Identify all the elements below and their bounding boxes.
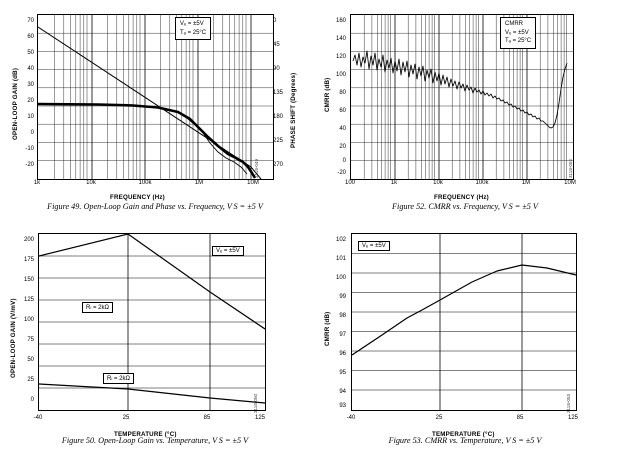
- fig49-y2tick: 270: [273, 162, 284, 168]
- fig50-ytick: 100: [23, 317, 34, 323]
- fig53-xtick: -40: [346, 415, 356, 421]
- fig50-curve-label-lower: Rₗ = 2kΩ: [103, 373, 134, 384]
- fig53-ytick: 97: [339, 332, 346, 338]
- fig50-plot: [38, 233, 266, 411]
- figure-50-caption: Figure 50. Open-Loop Gain vs. Temperature, V S = ±5 V: [61, 436, 249, 445]
- fig50-ytick: 125: [23, 297, 34, 303]
- fig52-ytick: 120: [335, 54, 346, 60]
- fig49-condition-vs: Vₑ = ±5V: [180, 21, 204, 27]
- fig53-id-code: 3118-053: [566, 393, 571, 413]
- fig53-xtick: 85: [516, 415, 524, 421]
- figure-49-panel: [0, 0, 310, 220]
- fig49-condition-ta: Tₐ = 25°C: [180, 29, 207, 36]
- fig49-ytick: -10: [25, 146, 34, 152]
- fig52-ytick: 100: [335, 72, 346, 78]
- fig53-plot: [351, 233, 577, 411]
- figure-52-caption: Figure 52. CMRR vs. Frequency, V S = ±5 V: [392, 202, 538, 211]
- fig52-ytick: 160: [335, 18, 346, 24]
- fig52-xtick: 100k: [475, 180, 489, 186]
- fig53-xtick: 25: [435, 415, 443, 421]
- fig49-y2tick: 45: [273, 42, 280, 48]
- fig50-id-code: 3118-050: [253, 393, 258, 413]
- fig50-y-axis-label: OPEN-LOOP GAIN (V/mV): [10, 298, 17, 378]
- fig52-xtick: 1k: [390, 180, 398, 186]
- figure-53-panel: [310, 228, 620, 454]
- fig52-xtick: 1M: [521, 180, 531, 186]
- fig53-ytick: 94: [339, 389, 346, 395]
- fig50-x-axis-label: TEMPERATURE (°C): [114, 431, 177, 438]
- figure-53-caption: Figure 53. CMRR vs. Temperature, V S = ±5 V: [388, 436, 542, 445]
- fig52-xtick: 100: [344, 180, 355, 186]
- fig52-condition-vs: Vₑ = ±5V: [505, 29, 529, 36]
- fig52-ytick: 40: [339, 126, 346, 132]
- fig49-xtick: 100k: [138, 180, 152, 186]
- fig50-xtick: 25: [122, 415, 130, 421]
- fig49-ytick: -20: [25, 162, 34, 168]
- fig49-y2tick: 225: [273, 138, 284, 144]
- fig53-ytick: 93: [339, 403, 346, 409]
- fig53-ytick: 95: [339, 370, 346, 376]
- fig49-ytick: 30: [27, 82, 34, 88]
- fig50-ytick: 175: [23, 257, 34, 263]
- fig50-xtick: 125: [254, 415, 265, 421]
- fig49-id-code: 3118-049: [254, 158, 259, 178]
- fig49-xtick: 1k: [33, 180, 41, 186]
- fig49-ytick: 10: [27, 114, 34, 120]
- fig52-xtick: 10M: [564, 180, 576, 186]
- fig53-y-axis-label: CMRR (dB): [324, 311, 331, 346]
- fig52-plot: [350, 14, 574, 180]
- fig52-ytick: 20: [339, 144, 346, 150]
- fig49-ytick: 40: [27, 66, 34, 72]
- fig52-y-axis-label: CMRR (dB): [324, 77, 331, 112]
- fig50-xtick: 85: [203, 415, 211, 421]
- fig52-ytick: 0: [342, 158, 346, 164]
- fig50-curve-label-upper: Rₗ = 2kΩ: [82, 302, 113, 313]
- figure-50-panel: [0, 228, 310, 454]
- fig52-xtick: 10k: [433, 180, 443, 186]
- fig49-ytick: 70: [27, 18, 34, 24]
- fig49-ytick: 20: [27, 98, 34, 104]
- fig53-ytick: 99: [339, 294, 346, 300]
- fig52-ytick: 60: [339, 108, 346, 114]
- fig53-ytick: 100: [335, 275, 346, 281]
- fig49-y2tick: 180: [273, 114, 284, 120]
- fig53-ytick: 98: [339, 313, 346, 319]
- fig49-ytick: 60: [27, 34, 34, 40]
- fig52-condition-ta: Tₐ = 25°C: [505, 38, 532, 44]
- fig50-ytick: 0: [30, 397, 34, 403]
- fig53-x-axis-label: TEMPERATURE (°C): [432, 431, 495, 438]
- fig50-ytick: 150: [23, 277, 34, 283]
- fig52-ytick: 80: [339, 90, 346, 96]
- fig52-x-axis-label: FREQUENCY (Hz): [434, 194, 489, 201]
- fig50-xtick: -40: [33, 415, 43, 421]
- fig49-ytick: 50: [27, 50, 34, 56]
- fig50-ytick: 25: [27, 377, 34, 383]
- fig50-ytick: 50: [27, 357, 34, 363]
- fig53-ytick: 96: [339, 351, 346, 357]
- fig49-xtick: 1M: [194, 180, 204, 186]
- fig50-ytick: 200: [23, 237, 34, 243]
- fig52-id-code: 3118-052: [568, 158, 573, 178]
- fig52-ytick: 140: [335, 36, 346, 42]
- fig50-ytick: 75: [27, 337, 34, 343]
- fig49-x-axis-label: FREQUENCY (Hz): [110, 194, 165, 201]
- fig49-y2tick: 90: [273, 66, 280, 72]
- fig49-xtick: 10k: [86, 180, 96, 186]
- fig52-condition-cmrr: CMRR: [505, 21, 523, 27]
- fig53-xtick: 125: [567, 415, 578, 421]
- fig49-y2-axis-label: PHASE SHIFT (Degrees): [290, 72, 297, 148]
- fig49-ytick: 0: [30, 130, 34, 136]
- fig53-conditions-box: Vₑ = ±5V: [358, 241, 390, 251]
- fig49-conditions-box: [175, 17, 211, 40]
- fig53-ytick: 101: [335, 256, 346, 262]
- figure-49-caption: Figure 49. Open-Loop Gain and Phase vs. Frequency, V S = ±5 V: [47, 202, 263, 211]
- fig49-xtick: 10M: [247, 180, 259, 186]
- figure-52-panel: [310, 0, 620, 220]
- fig49-y2tick: 0: [273, 18, 277, 24]
- fig52-conditions-box: [500, 17, 536, 49]
- fig53-ytick: 102: [335, 237, 346, 243]
- fig52-ytick: -20: [337, 170, 346, 176]
- fig49-y2tick: 135: [273, 90, 284, 96]
- fig49-y-axis-label: OPEN-LOOP GAIN (dB): [12, 67, 19, 140]
- fig50-conditions-box: Vₑ = ±5V: [212, 246, 244, 256]
